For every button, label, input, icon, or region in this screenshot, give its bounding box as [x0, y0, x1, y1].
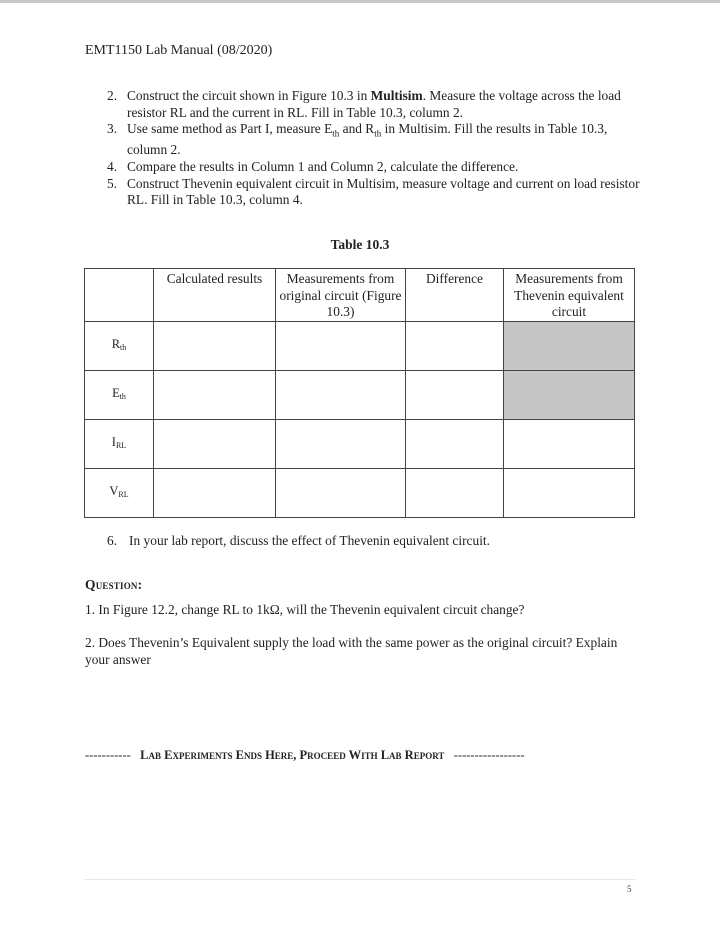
cell-irl-calculated[interactable] — [154, 420, 276, 469]
cell-vrl-thevenin[interactable] — [504, 469, 635, 518]
table-row-rth — [85, 322, 635, 371]
question-heading: Question: — [85, 577, 143, 592]
footer-rule — [85, 879, 635, 880]
page-header: EMT1150 Lab Manual (08/2020) — [85, 43, 273, 58]
cell-vrl-original[interactable] — [276, 469, 406, 518]
cell-rth-calculated[interactable] — [154, 322, 276, 371]
multisim-label: Multisim — [370, 88, 423, 103]
header-difference: Difference — [406, 269, 504, 322]
row-label-eth: $E_{th}$ — [85, 371, 154, 420]
end-of-lab-line: ----------- Lab Experiments Ends Here, Proceed With Lab Report ----------------- — [85, 748, 525, 762]
cell-irl-difference[interactable] — [406, 420, 504, 469]
step-3: 3. Use same method as Part I, measure $E_{th}$ and $R_{th}$ in Multisim. Fill the results in Table 10.3, column 2. — [107, 121, 608, 158]
table-row-eth — [85, 371, 635, 420]
step-5: 5. Construct Thevenin equivalent circuit in Multisim, measure voltage and current on load resistor RL. Fill in Table 10.3, column 4. — [107, 175, 640, 208]
end-of-lab-text: Lab Experiments Ends Here, Proceed With Lab Report — [140, 748, 445, 762]
step-2: 2. Construct the circuit shown in Figure 10.3 in Multisim. Measure the voltage across the load resistor RL and the current in RL. Fill in Table 10.3, column 2. — [107, 88, 621, 120]
row-label-vrl: $V_{RL}$ — [85, 469, 154, 518]
page-number: 5 — [627, 884, 632, 894]
cell-vrl-calculated[interactable] — [154, 469, 276, 518]
cell-eth-calculated[interactable] — [154, 371, 276, 420]
top-border — [0, 0, 720, 3]
step-number: 5. — [107, 175, 118, 191]
table-row-vrl — [85, 469, 635, 518]
header-original-measurement: Measurements from original circuit (Figure 10.3) — [276, 269, 406, 322]
cell-rth-difference[interactable] — [406, 322, 504, 371]
cell-irl-thevenin[interactable] — [504, 420, 635, 469]
row-label-rth: $R_{th}$ — [85, 322, 154, 371]
cell-vrl-difference[interactable] — [406, 469, 504, 518]
cell-rth-thevenin-shaded — [504, 322, 635, 371]
table-row-irl — [85, 420, 635, 469]
cell-eth-original[interactable] — [276, 371, 406, 420]
procedure-steps — [85, 88, 645, 209]
step-4: 4. Compare the results in Column 1 and Column 2, calculate the difference. — [107, 159, 519, 175]
step-number: 2. — [107, 88, 118, 103]
cell-eth-difference[interactable] — [406, 371, 504, 420]
step-6: 6. In your lab report, discuss the effect of Thevenin equivalent circuit. — [107, 533, 490, 548]
question-1: 1. In Figure 12.2, change RL to 1kΩ, will the Thevenin equivalent circuit change? — [85, 602, 525, 617]
results-table — [84, 268, 635, 518]
header-empty — [85, 269, 154, 322]
table-title: Table 10.3 — [330, 237, 390, 252]
row-label-irl: $I_{RL}$ — [85, 420, 154, 469]
cell-irl-original[interactable] — [276, 420, 406, 469]
step-number: 4. — [107, 159, 118, 175]
header-calculated: Calculated results — [154, 269, 276, 322]
cell-rth-original[interactable] — [276, 322, 406, 371]
question-2: 2. Does Thevenin’s Equivalent supply the load with the same power as the original circuit? Explain your answer — [85, 635, 618, 667]
cell-eth-thevenin-shaded — [504, 371, 635, 420]
step-number: 6. — [107, 533, 118, 548]
header-thevenin-measurement: Measurements from Thevenin equivalent circuit — [504, 269, 635, 322]
table-header-row — [85, 269, 635, 322]
step-number: 3. — [107, 121, 118, 137]
